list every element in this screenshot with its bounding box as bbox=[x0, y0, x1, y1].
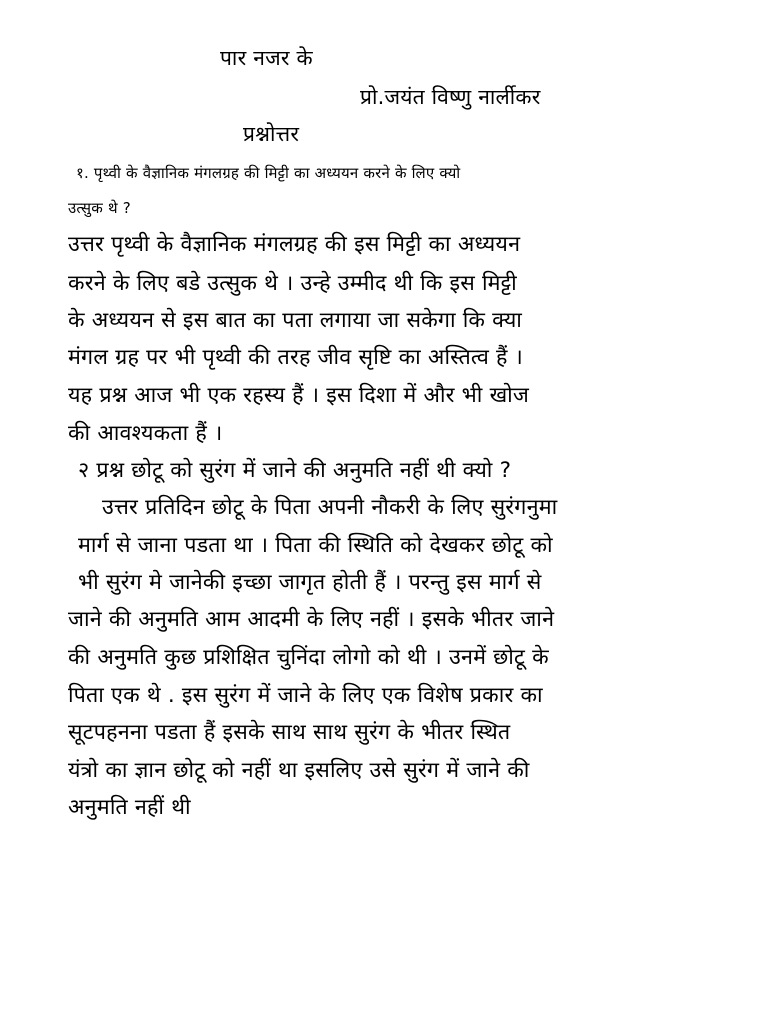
answer-1-line-6: की आवश्यकता हैं । bbox=[68, 421, 223, 446]
answer-1-line-1: उत्तर पृथ्वी के वैज्ञानिक मंगलग्रह की इस मिट्टी का अध्ययन bbox=[68, 232, 521, 257]
answer-1-line-4: मंगल ग्रह पर भी पृथ्वी की तरह जीव सृष्टि का अस्तित्व हैं । bbox=[68, 345, 524, 370]
answer-2-line-3: भी सुरंग मे जानेकी इच्छा जागृत होती हैं । परन्तु इस मार्ग से bbox=[78, 570, 542, 595]
answer-2-line-7: सूटपहनना पडता हैं इसके साथ साथ सुरंग के भीतर स्थित bbox=[68, 720, 511, 745]
section-heading: प्रश्नोत्तर bbox=[243, 122, 300, 146]
question-1-line-1: १. पृथ्वी के वैज्ञानिक मंगलग्रह की मिट्टी का अध्ययन करने के लिए क्यो bbox=[76, 164, 461, 182]
answer-1-line-2: करने के लिए बडे उत्सुक थे । उन्हे उम्मीद थी कि इस मिट्टी bbox=[68, 271, 517, 296]
answer-2-line-6: पिता एक थे . इस सुरंग में जाने के लिए एक विशेष प्रकार का bbox=[68, 683, 543, 708]
answer-2-line-2: मार्ग से जाना पडता था । पिता की स्थिति को देखकर छोटू को bbox=[78, 533, 553, 558]
answer-2-line-4: जाने की अनुमति आम आदमी के लिए नहीं । इसके भीतर जाने bbox=[68, 607, 555, 632]
answer-1-line-5: यह प्रश्न आज भी एक रहस्य हैं । इस दिशा में और भी खोज bbox=[68, 383, 530, 408]
answer-2-line-8: यंत्रो का ज्ञान छोटू को नहीं था इसलिए उसे सुरंग में जाने की bbox=[68, 758, 530, 783]
answer-2-line-9: अनुमति नहीं थी bbox=[68, 795, 191, 820]
answer-2-line-1: उत्तर प्रतिदिन छोटू के पिता अपनी नौकरी के लिए सुरंगनुमा bbox=[102, 495, 558, 520]
question-1-line-2: उत्सुक थे ? bbox=[68, 199, 131, 217]
question-2-line: २ प्रश्न छोटू को सुरंग में जाने की अनुमति नहीं थी क्यो ? bbox=[78, 458, 512, 483]
document-title: पार नजर के bbox=[220, 46, 313, 70]
document-author: प्रो.जयंत विष्णु नार्लीकर bbox=[360, 85, 541, 109]
answer-2-line-5: की अनुमति कुछ प्रशिक्षित चुनिंदा लोगो को थी । उनमें छोटू के bbox=[68, 645, 549, 670]
answer-1-line-3: के अध्ययन से इस बात का पता लगाया जा सकेगा कि क्या bbox=[68, 308, 523, 333]
